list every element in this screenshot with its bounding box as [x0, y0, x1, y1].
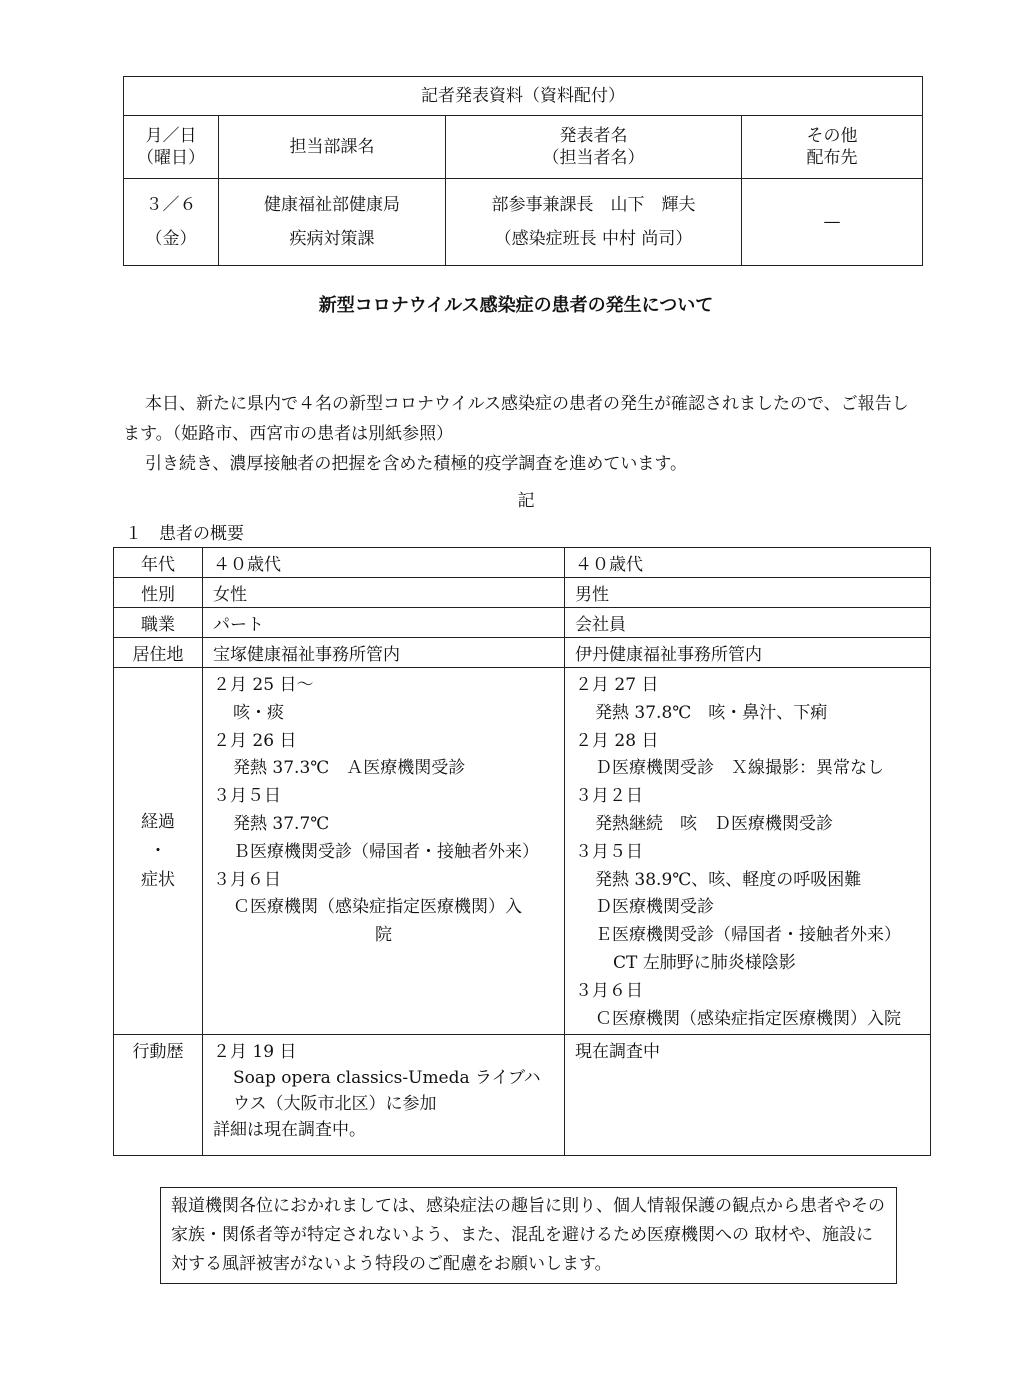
table-row [114, 1035, 931, 1156]
press-release-title: 記者発表資料（資料配付） [124, 77, 923, 116]
course-label: 経過 ・ 症状 [114, 668, 203, 1035]
patient2-history: 現在調査中 [565, 1035, 931, 1156]
patient-summary-table [113, 547, 931, 1156]
patient1-course: ２月 25 日～ 咳・痰 ２月 26 日 発熱 37.3℃ Ａ医療機関受診 ３月５日 発熱 37.7℃ Ｂ医療機関受診（帰国者・接触者外来） ３月６日 Ｃ医療機関（感染症指定医療機関）入 院 [203, 668, 565, 1035]
intro-paragraph-1: 本日、新たに県内で４名の新型コロナウイルス感染症の患者の発生が確認されましたので、ご報告します。（姫路市、西宮市の患者は別紙参照） [123, 394, 909, 444]
history-label: 行動歴 [114, 1035, 203, 1156]
patient1-job: パート [203, 608, 565, 638]
section-heading: １ 患者の概要 [125, 524, 244, 544]
job-label: 職業 [114, 608, 203, 638]
document-title: 新型コロナウイルス感染症の患者の発生について [318, 295, 714, 316]
patient1-age: ４０歳代 [203, 548, 565, 578]
table-row [114, 608, 931, 638]
residence-label: 居住地 [114, 638, 203, 668]
date-column-header: 月／日 （曜日） [124, 116, 219, 179]
patient1-sex: 女性 [203, 578, 565, 608]
patient1-residence: 宝塚健康福祉事務所管内 [203, 638, 565, 668]
press-notice-box: 報道機関各位におかれましては、感染症法の趣旨に則り、個人情報保護の観点から患者やその家族・関係者等が特定されないよう、また、混乱を避けるため医療機関への 取材や、施設に対する風評被害がないよう特段のご配慮をお願いします。 [160, 1187, 897, 1284]
age-label: 年代 [114, 548, 203, 578]
ki-marker: 記 [517, 491, 535, 511]
patient2-job: 会社員 [565, 608, 931, 638]
patient2-course: ２月 27 日 発熱 37.8℃ 咳・鼻汁、下痢 ２月 28 日 Ｄ医療機関受診 Ｘ線撮影：異常なし ３月２日 発熱継続 咳 Ｄ医療機関受診 ３月５日 発熱 38.9℃、咳、軽度の呼吸困難 Ｄ医療機関受診 Ｅ医療機関受診（帰国者・接触者外来） CT 左肺野に肺炎様陰影 ３月６日 Ｃ医療機関（感染症指定医療機関）入院 [565, 668, 931, 1035]
patient2-residence: 伊丹健康福祉事務所管内 [565, 638, 931, 668]
table-row [114, 578, 931, 608]
department-name: 健康福祉部健康局 疾病対策課 [219, 179, 446, 266]
distribution-other: — [742, 179, 923, 266]
intro-paragraph-2: 引き続き、濃厚接触者の把握を含めた積極的疫学調査を進めています。 [145, 454, 687, 474]
table-row [114, 668, 931, 1035]
release-date: ３／６ （金） [124, 179, 219, 266]
patient2-sex: 男性 [565, 578, 931, 608]
patient1-history: ２月 19 日 Soap opera classics-Umeda ライブハ ウス（大阪市北区）に参加 詳細は現在調査中。 [203, 1035, 565, 1156]
department-column-header: 担当部課名 [219, 116, 446, 179]
press-info-table [123, 76, 923, 266]
sex-label: 性別 [114, 578, 203, 608]
table-row [114, 638, 931, 668]
presenter-name: 部参事兼課長 山下 輝夫 （感染症班長 中村 尚司） [446, 179, 742, 266]
patient2-age: ４０歳代 [565, 548, 931, 578]
distribution-column-header: その他 配布先 [742, 116, 923, 179]
presenter-column-header: 発表者名 （担当者名） [446, 116, 742, 179]
table-row [114, 548, 931, 578]
